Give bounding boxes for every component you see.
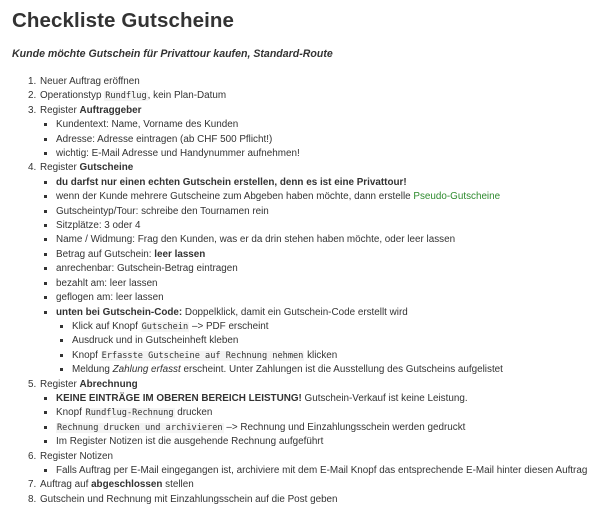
warning-text: du darfst nur einen echten Gutschein erstellen, denn es ist eine Privattour! bbox=[56, 176, 407, 188]
list-item bbox=[56, 406, 593, 420]
list-item bbox=[72, 349, 593, 363]
item-text: Klick auf Knopf bbox=[72, 320, 141, 332]
list-item bbox=[72, 320, 593, 334]
list-item bbox=[56, 306, 593, 378]
step-7 bbox=[39, 478, 593, 492]
item-text: –> PDF erscheint bbox=[189, 320, 269, 332]
step-5 bbox=[39, 378, 593, 450]
step-7-pre: Auftrag auf bbox=[40, 479, 92, 491]
item-bold: unten bei Gutschein-Code: bbox=[56, 306, 183, 318]
list-item: ▪ Name / Widmung: Frag den Kunden, was er da drin stehen haben möchte, oder leer lassen bbox=[56, 233, 593, 247]
step-1-text: Neuer Auftrag eröffnen bbox=[40, 76, 140, 87]
step-7-post: stellen bbox=[162, 479, 194, 491]
item-bold: leer lassen bbox=[154, 248, 206, 260]
step-2 bbox=[39, 89, 593, 103]
item-text: –> Rechnung und Einzahlungsschein werden gedruckt bbox=[223, 421, 466, 433]
item-text: drucken bbox=[174, 407, 213, 419]
pseudo-gutscheine-link[interactable]: Pseudo-Gutscheine bbox=[413, 191, 501, 203]
item-text: Knopf bbox=[72, 349, 101, 361]
step-3 bbox=[39, 104, 593, 162]
list-item: ▪ geflogen am: leer lassen bbox=[56, 291, 593, 305]
page-subtitle: Kunde möchte Gutschein für Privattour kaufen, Standard-Route bbox=[12, 48, 333, 60]
list-item bbox=[72, 363, 593, 377]
list-item: ▪ anrechenbar: Gutschein-Betrag eintragen bbox=[56, 262, 593, 276]
gutschein-button-code: Gutschein bbox=[141, 321, 189, 332]
item-italic: Zahlung erfasst bbox=[112, 364, 181, 376]
list-item bbox=[56, 392, 593, 406]
step-6 bbox=[39, 450, 593, 479]
list-item: ▪ Gutscheintyp/Tour: schreibe den Tournamen rein bbox=[56, 205, 593, 219]
list-item: ▪ bezahlt am: leer lassen bbox=[56, 277, 593, 291]
item-text: klicken bbox=[304, 349, 338, 361]
step-6-sublist bbox=[40, 464, 593, 478]
step-5-pre: Register bbox=[40, 378, 80, 390]
item-text: Betrag auf Gutschein: bbox=[56, 248, 155, 260]
list-item: ▪ wichtig: E-Mail Adresse und Handynummer aufnehmen! bbox=[56, 147, 593, 161]
step-3-bold: Auftraggeber bbox=[79, 104, 142, 116]
item-text: Meldung bbox=[72, 364, 113, 376]
step-8-text: Gutschein und Rechnung mit Einzahlungsschein auf die Post geben bbox=[40, 493, 338, 505]
item-text: Doppelklick, damit ein Gutschein-Code erstellt wird bbox=[182, 306, 408, 318]
step-4 bbox=[39, 161, 593, 377]
step-6-label: Register Notizen bbox=[40, 450, 113, 462]
step-2-code: Rundflug bbox=[105, 91, 147, 102]
item-text: erscheint. Unter Zahlungen ist die Ausstellung des Gutscheins aufgelistet bbox=[180, 364, 503, 376]
step-4-pre: Register bbox=[40, 162, 80, 174]
rundflug-rechnung-code: Rundflug-Rechnung bbox=[85, 408, 174, 419]
list-item bbox=[56, 248, 593, 262]
list-item: ▪ Sitzplätze: 3 oder 4 bbox=[56, 219, 593, 233]
item-text: wenn der Kunde mehrere Gutscheine zum Abgeben haben möchte, dann erstelle bbox=[56, 191, 414, 203]
erfasste-gutscheine-button-code: Erfasste Gutscheine auf Rechnung nehmen bbox=[101, 350, 304, 361]
list-item: ▪ Im Register Notizen ist die ausgehende Rechnung aufgeführt bbox=[56, 435, 593, 449]
step-3-sublist bbox=[40, 118, 593, 161]
step-5-bold: Abrechnung bbox=[79, 378, 138, 390]
checklist bbox=[12, 75, 593, 507]
page-title: Checkliste Gutscheine bbox=[12, 9, 234, 32]
list-item bbox=[56, 190, 593, 204]
list-item: ▪ Ausdruck und in Gutscheinheft kleben bbox=[72, 334, 593, 348]
warning-text: KEINE EINTRÄGE IM OBEREN BEREICH LEISTUNG! bbox=[56, 392, 302, 404]
step-2-pre: Operationstyp bbox=[40, 90, 105, 102]
step-1 bbox=[39, 75, 593, 89]
list-item: ▪ Falls Auftrag per E-Mail eingegangen ist, archiviere mit dem E-Mail Knopf das entsprechende E-Mail hinter diesen Auftrag bbox=[56, 464, 593, 478]
step-4-bold: Gutscheine bbox=[79, 162, 134, 174]
gutschein-code-sublist bbox=[56, 320, 593, 378]
step-4-sublist bbox=[40, 176, 593, 378]
item-text: Knopf bbox=[56, 407, 85, 419]
list-item bbox=[56, 176, 593, 190]
list-item: ▪ Kundentext: Name, Vorname des Kunden bbox=[56, 118, 593, 132]
step-7-bold: abgeschlossen bbox=[91, 479, 163, 491]
list-item bbox=[56, 421, 593, 435]
list-item: ▪ Adresse: Adresse eintragen (ab CHF 500 Pflicht!) bbox=[56, 133, 593, 147]
item-text: Gutschein-Verkauf ist keine Leistung. bbox=[301, 392, 468, 404]
step-5-sublist bbox=[40, 392, 593, 450]
step-3-pre: Register bbox=[40, 104, 80, 116]
step-2-post: , kein Plan-Datum bbox=[147, 90, 227, 102]
rechnung-drucken-code: Rechnung drucken und archivieren bbox=[57, 422, 223, 433]
step-8 bbox=[39, 493, 593, 507]
